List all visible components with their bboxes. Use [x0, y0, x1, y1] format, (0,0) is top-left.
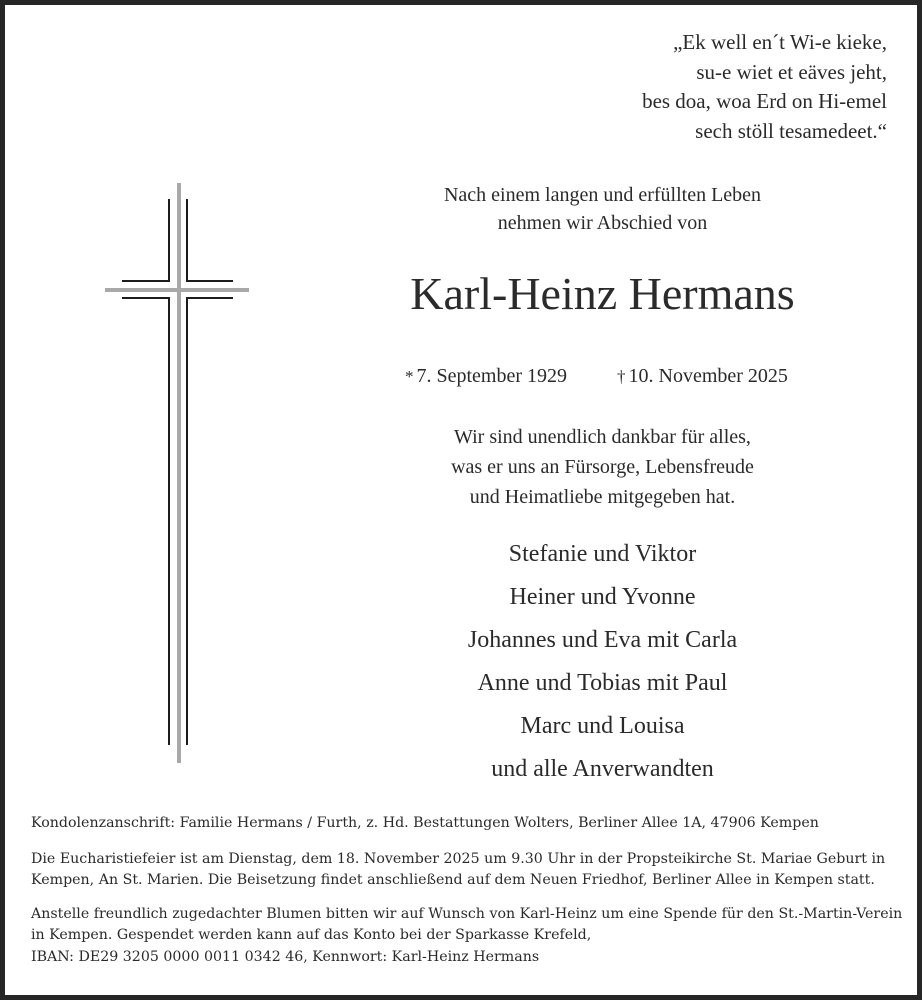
cross-vertical-beam [177, 183, 181, 763]
cross-line [122, 280, 170, 282]
death-date: † 10. November 2025 [617, 365, 788, 387]
service-line: Die Eucharistiefeier ist am Dienstag, dem 18. November 2025 um 9.30 Uhr in der Propsteikirche St. Mariae Geburt in [31, 850, 886, 867]
quote-line: sech stöll tesamedeet.“ [695, 118, 887, 143]
thanks-line: und Heimatliebe mitgegeben hat. [469, 486, 736, 508]
dialect-quote [642, 28, 887, 146]
thanks-line: Wir sind unendlich dankbar für alles, [454, 426, 751, 448]
cross-horizontal-beam [105, 288, 249, 292]
mourner-item: Stefanie und Viktor [508, 541, 697, 567]
donation-line: Anstelle freundlich zugedachter Blumen bitten wir auf Wunsch von Karl-Heinz um eine Spende für den St.-Martin-Verein [31, 905, 903, 922]
cross-line [122, 297, 170, 299]
cross-line [186, 280, 233, 282]
mourner-item: Johannes und Eva mit Carla [467, 627, 738, 653]
quote-line: su-e wiet et eäves jeht, [696, 59, 887, 84]
service-line: Kempen, An St. Marien. Die Beisetzung findet anschließend auf dem Neuen Friedhof, Berliner Allee in Kempen statt. [31, 872, 875, 888]
mourner-item: und alle Anverwandten [491, 756, 714, 782]
deceased-name: Karl-Heinz Hermans [410, 268, 795, 319]
thanks-text [345, 422, 860, 512]
intro-line: Nach einem langen und erfüllten Leben [443, 184, 762, 206]
cross-line [186, 297, 233, 299]
service-info [31, 849, 911, 892]
cross-line [186, 199, 188, 282]
thanks-line: was er uns an Fürsorge, Lebensfreude [451, 456, 754, 478]
mourner-item: Marc und Louisa [520, 713, 685, 739]
birth-star-icon: * [405, 367, 414, 386]
quote-line: bes doa, woa Erd on Hi-emel [642, 89, 887, 113]
cross-line [168, 297, 170, 745]
donation-iban: IBAN: DE29 3205 0000 0011 0342 46, Kennwort: Karl-Heinz Hermans [31, 948, 540, 965]
mourner-item: Heiner und Yvonne [509, 584, 696, 610]
mourner-item: Anne und Tobias mit Paul [477, 670, 728, 696]
intro-line: nehmen wir Abschied von [497, 212, 708, 234]
footer-notices [31, 813, 911, 968]
cross-icon [5, 5, 265, 805]
cross-line [186, 297, 188, 745]
quote-line: „Ek well en´t Wi-e kieke, [673, 30, 887, 54]
mourners-list [345, 533, 860, 791]
death-dagger-icon: † [617, 367, 626, 386]
condolence-address: Kondolenzanschrift: Familie Hermans / Furth, z. Hd. Bestattungen Wolters, Berliner Allee 1A, 47906 Kempen [31, 815, 819, 831]
cross-line [168, 199, 170, 282]
obituary-page [5, 5, 917, 995]
donation-info [31, 904, 911, 969]
donation-line: in Kempen. Gespendet werden kann auf das Konto bei der Sparkasse Krefeld, [31, 927, 592, 943]
intro-text [345, 181, 860, 237]
birth-date: * 7. September 1929 [405, 365, 568, 387]
